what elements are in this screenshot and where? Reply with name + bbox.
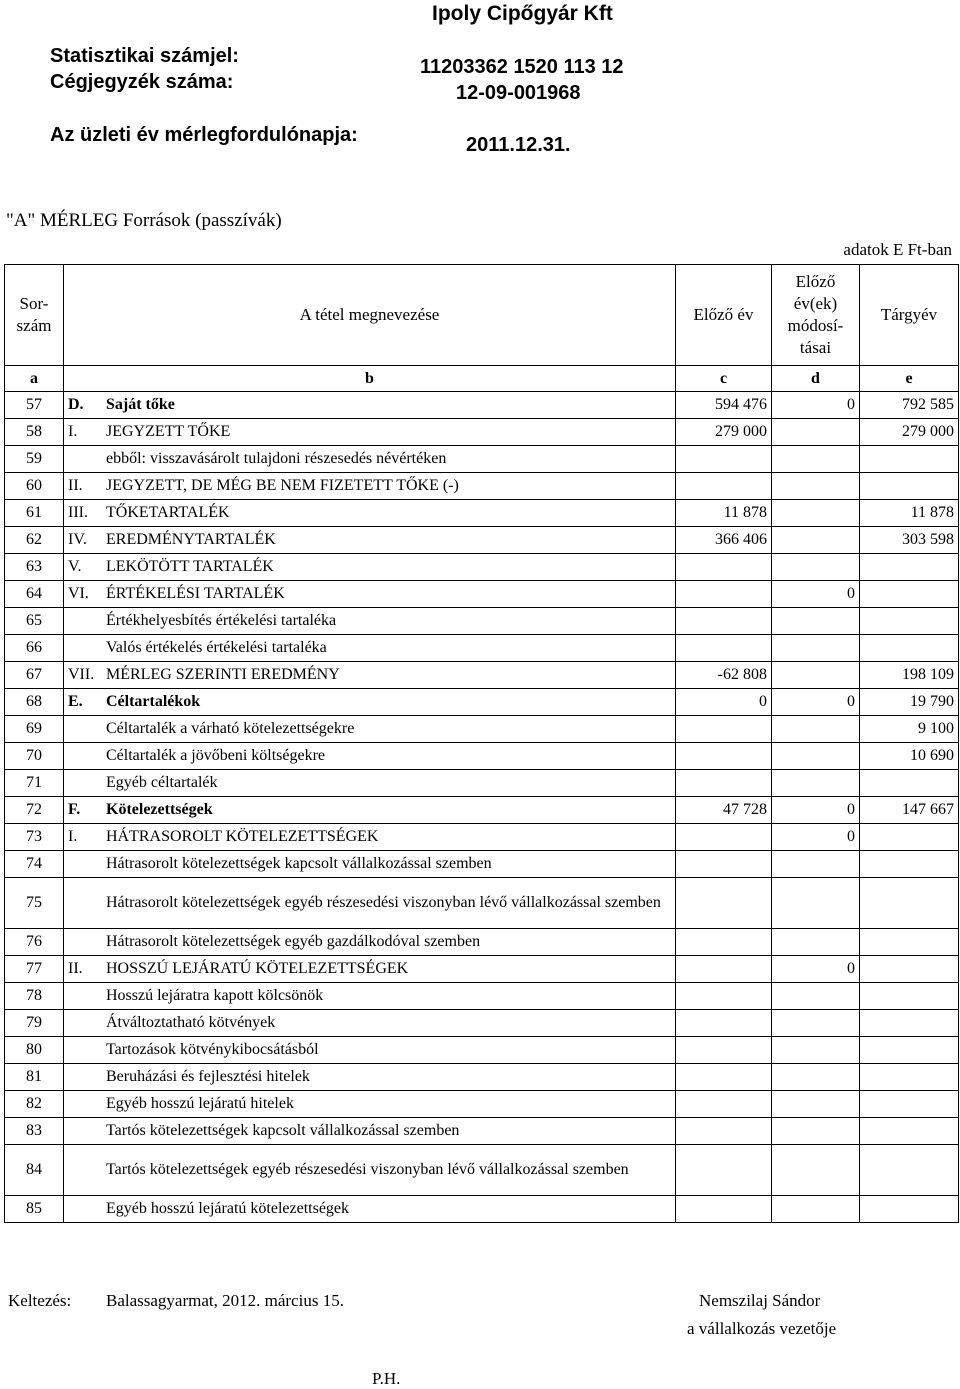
row-number: 70: [5, 743, 64, 770]
col-letter-c: c: [676, 366, 772, 392]
date-label: Keltezés:: [8, 1291, 72, 1310]
row-prev-year-value: [676, 473, 772, 500]
row-modification-value: [772, 635, 860, 662]
row-item-cell: [64, 1145, 676, 1196]
row-item-cell: [64, 743, 676, 770]
row-label: Értékhelyesbítés értékelési tartaléka: [106, 612, 337, 630]
table-row: [5, 1037, 959, 1064]
row-prev-year-value: 47 728: [676, 797, 772, 824]
row-current-year-value: [860, 1010, 959, 1037]
row-item: [68, 1159, 671, 1181]
row-current-year-value: 198 109: [860, 662, 959, 689]
table-row: [5, 1091, 959, 1118]
row-number: 75: [5, 878, 64, 929]
row-current-year-value: [860, 473, 959, 500]
row-number: 82: [5, 1091, 64, 1118]
row-prev-year-value: [676, 608, 772, 635]
row-code: VI.: [68, 585, 89, 603]
row-current-year-value: 19 790: [860, 689, 959, 716]
row-prev-year-value: [676, 824, 772, 851]
row-number: 81: [5, 1064, 64, 1091]
row-label: Egyéb hosszú lejáratú hitelek: [106, 1095, 294, 1113]
row-item: [68, 1066, 671, 1088]
row-item: [68, 394, 671, 416]
row-prev-year-value: 0: [676, 689, 772, 716]
row-prev-year-value: -62 808: [676, 662, 772, 689]
row-item-cell: [64, 581, 676, 608]
col-header-name: A tétel megnevezése: [64, 265, 676, 366]
column-letter-row: [5, 366, 959, 392]
table-row: [5, 392, 959, 419]
company-name: Ipoly Cipőgyár Kft: [432, 2, 613, 25]
row-item: [68, 1039, 671, 1061]
row-item: [68, 853, 671, 875]
row-number: 73: [5, 824, 64, 851]
row-item: [68, 958, 671, 980]
row-number: 85: [5, 1196, 64, 1223]
row-label: JEGYZETT TŐKE: [106, 423, 231, 441]
row-number: 64: [5, 581, 64, 608]
registry-number-label: Cégjegyzék száma:: [50, 71, 234, 93]
row-prev-year-value: [676, 1118, 772, 1145]
table-row: [5, 446, 959, 473]
row-prev-year-value: [676, 1145, 772, 1196]
col-header-prev: Előző év: [676, 265, 772, 366]
row-label: JEGYZETT, DE MÉG BE NEM FIZETETT TŐKE (-): [106, 477, 459, 495]
row-label: Hosszú lejáratra kapott kölcsönök: [106, 987, 324, 1005]
row-item: [68, 691, 671, 713]
row-number: 61: [5, 500, 64, 527]
row-label: Tartós kötelezettségek egyéb részesedési viszonyban lévő vállalkozással szemben: [106, 1161, 629, 1179]
row-number: 57: [5, 392, 64, 419]
stamp-placeholder: P.H.: [372, 1369, 401, 1388]
row-prev-year-value: [676, 929, 772, 956]
row-modification-value: [772, 527, 860, 554]
table-row: [5, 1196, 959, 1223]
row-label: Átváltoztatható kötvények: [106, 1014, 276, 1032]
balance-sheet-table: [4, 264, 959, 1223]
table-row: [5, 662, 959, 689]
row-item-cell: [64, 851, 676, 878]
row-current-year-value: [860, 824, 959, 851]
row-prev-year-value: [676, 770, 772, 797]
row-number: 80: [5, 1037, 64, 1064]
row-item-cell: [64, 554, 676, 581]
row-current-year-value: 147 667: [860, 797, 959, 824]
row-current-year-value: 10 690: [860, 743, 959, 770]
col-header-sor: Sor- szám: [5, 265, 64, 366]
row-item: [68, 448, 671, 470]
row-current-year-value: [860, 956, 959, 983]
row-prev-year-value: [676, 635, 772, 662]
row-code: D.: [68, 396, 84, 414]
row-code: VII.: [68, 666, 95, 684]
row-item-cell: [64, 527, 676, 554]
table-row: [5, 554, 959, 581]
row-label: Kötelezettségek: [106, 801, 213, 819]
row-label: Hátrasorolt kötelezettségek egyéb gazdálkodóval szemben: [106, 933, 481, 951]
row-item-cell: [64, 770, 676, 797]
row-item: [68, 1198, 671, 1220]
row-number: 65: [5, 608, 64, 635]
column-header-row: [5, 265, 959, 366]
table-row: [5, 956, 959, 983]
row-prev-year-value: [676, 743, 772, 770]
row-modification-value: [772, 770, 860, 797]
row-number: 72: [5, 797, 64, 824]
row-number: 66: [5, 635, 64, 662]
row-prev-year-value: [676, 851, 772, 878]
row-item: [68, 772, 671, 794]
row-label: Beruházási és fejlesztési hitelek: [106, 1068, 310, 1086]
row-current-year-value: [860, 1037, 959, 1064]
row-label: Céltartalékok: [106, 693, 201, 711]
row-item-cell: [64, 824, 676, 851]
table-row: [5, 608, 959, 635]
row-item-cell: [64, 689, 676, 716]
row-item: [68, 799, 671, 821]
row-item: [68, 475, 671, 497]
row-item-cell: [64, 1196, 676, 1223]
row-prev-year-value: 11 878: [676, 500, 772, 527]
row-item: [68, 664, 671, 686]
row-item: [68, 637, 671, 659]
row-label: Tartozások kötvénykibocsátásból: [106, 1041, 319, 1059]
table-row: [5, 983, 959, 1010]
row-modification-value: 0: [772, 581, 860, 608]
row-modification-value: 0: [772, 392, 860, 419]
row-item: [68, 745, 671, 767]
row-item: [68, 718, 671, 740]
row-label: Valós értékelés értékelési tartaléka: [106, 639, 327, 657]
row-code: F.: [68, 801, 81, 819]
row-number: 69: [5, 716, 64, 743]
row-code: III.: [68, 504, 88, 522]
table-row: [5, 527, 959, 554]
row-prev-year-value: 279 000: [676, 419, 772, 446]
row-label: MÉRLEG SZERINTI EREDMÉNY: [106, 666, 340, 684]
row-modification-value: [772, 1145, 860, 1196]
row-item: [68, 1120, 671, 1142]
table-row: [5, 473, 959, 500]
table-row: [5, 581, 959, 608]
table-row: [5, 929, 959, 956]
row-modification-value: [772, 1196, 860, 1223]
row-item: [68, 610, 671, 632]
row-item: [68, 985, 671, 1007]
row-prev-year-value: [676, 581, 772, 608]
signer-role: a vállalkozás vezetője: [687, 1319, 837, 1338]
row-modification-value: 0: [772, 956, 860, 983]
row-modification-value: [772, 1037, 860, 1064]
row-current-year-value: [860, 1091, 959, 1118]
row-number: 83: [5, 1118, 64, 1145]
row-code: E.: [68, 693, 83, 711]
row-label: Egyéb hosszú lejáratú kötelezettségek: [106, 1200, 350, 1218]
table-row: [5, 797, 959, 824]
row-code: I.: [68, 828, 78, 846]
row-item-cell: [64, 635, 676, 662]
row-current-year-value: 279 000: [860, 419, 959, 446]
table-row: [5, 1118, 959, 1145]
row-modification-value: [772, 446, 860, 473]
row-current-year-value: [860, 1118, 959, 1145]
row-prev-year-value: [676, 554, 772, 581]
row-modification-value: [772, 1118, 860, 1145]
row-modification-value: [772, 419, 860, 446]
table-row: [5, 1010, 959, 1037]
row-modification-value: [772, 878, 860, 929]
row-prev-year-value: [676, 716, 772, 743]
table-row: [5, 500, 959, 527]
row-current-year-value: [860, 878, 959, 929]
row-modification-value: [772, 851, 860, 878]
table-row: [5, 689, 959, 716]
row-current-year-value: [860, 770, 959, 797]
row-prev-year-value: [676, 983, 772, 1010]
row-modification-value: 0: [772, 824, 860, 851]
row-modification-value: [772, 662, 860, 689]
row-item-cell: [64, 716, 676, 743]
stat-number-label: Statisztikai számjel:: [50, 45, 239, 67]
col-letter-b: b: [64, 366, 676, 392]
row-code: IV.: [68, 531, 87, 549]
row-number: 76: [5, 929, 64, 956]
row-current-year-value: [860, 446, 959, 473]
row-modification-value: [772, 1064, 860, 1091]
stat-number-value: 11203362 1520 113 12: [420, 56, 624, 78]
row-item: [68, 826, 671, 848]
row-label: Hátrasorolt kötelezettségek kapcsolt vállalkozással szemben: [106, 855, 492, 873]
row-modification-value: [772, 716, 860, 743]
table-row: [5, 824, 959, 851]
row-current-year-value: [860, 635, 959, 662]
row-modification-value: 0: [772, 797, 860, 824]
row-item-cell: [64, 500, 676, 527]
row-number: 78: [5, 983, 64, 1010]
row-item-cell: [64, 419, 676, 446]
col-letter-d: d: [772, 366, 860, 392]
row-item-cell: [64, 878, 676, 929]
row-item: [68, 1012, 671, 1034]
row-number: 58: [5, 419, 64, 446]
place-and-date: Balassagyarmat, 2012. március 15.: [106, 1291, 344, 1310]
fiscal-date-label: Az üzleti év mérlegfordulónapja:: [50, 124, 358, 146]
table-row: [5, 419, 959, 446]
row-modification-value: [772, 554, 860, 581]
row-label: EREDMÉNYTARTALÉK: [106, 531, 276, 549]
table-row: [5, 716, 959, 743]
row-item-cell: [64, 392, 676, 419]
row-label: TŐKETARTALÉK: [106, 504, 230, 522]
signer-name: Nemszilaj Sándor: [699, 1291, 821, 1310]
row-code: II.: [68, 960, 83, 978]
row-current-year-value: [860, 929, 959, 956]
table-row: [5, 743, 959, 770]
table-row: [5, 770, 959, 797]
row-item-cell: [64, 662, 676, 689]
row-modification-value: [772, 983, 860, 1010]
row-number: 68: [5, 689, 64, 716]
row-current-year-value: [860, 554, 959, 581]
row-item: [68, 556, 671, 578]
row-item: [68, 502, 671, 524]
table-row: [5, 635, 959, 662]
row-modification-value: [772, 1091, 860, 1118]
row-modification-value: [772, 500, 860, 527]
row-modification-value: [772, 743, 860, 770]
row-modification-value: [772, 1010, 860, 1037]
row-prev-year-value: [676, 1064, 772, 1091]
row-number: 74: [5, 851, 64, 878]
row-prev-year-value: [676, 1037, 772, 1064]
row-current-year-value: [860, 581, 959, 608]
units-note: adatok E Ft-ban: [843, 240, 952, 259]
row-modification-value: [772, 608, 860, 635]
row-prev-year-value: [676, 956, 772, 983]
row-label: HÁTRASOROLT KÖTELEZETTSÉGEK: [106, 828, 379, 846]
col-header-mod: Előző év(ek) módosí- tásai: [772, 265, 860, 366]
row-current-year-value: [860, 608, 959, 635]
row-modification-value: [772, 473, 860, 500]
row-label: HOSSZÚ LEJÁRATÚ KÖTELEZETTSÉGEK: [106, 960, 409, 978]
table-row: [5, 1145, 959, 1196]
row-item-cell: [64, 1064, 676, 1091]
row-current-year-value: [860, 1064, 959, 1091]
row-item-cell: [64, 797, 676, 824]
row-item: [68, 892, 671, 914]
row-current-year-value: [860, 983, 959, 1010]
row-item-cell: [64, 1010, 676, 1037]
table-row: [5, 1064, 959, 1091]
document-title: "A" MÉRLEG Források (passzívák): [6, 210, 282, 231]
row-modification-value: 0: [772, 689, 860, 716]
row-number: 67: [5, 662, 64, 689]
row-prev-year-value: [676, 878, 772, 929]
row-item-cell: [64, 1118, 676, 1145]
row-code: I.: [68, 423, 78, 441]
row-current-year-value: [860, 1196, 959, 1223]
row-code: II.: [68, 477, 83, 495]
row-prev-year-value: 366 406: [676, 527, 772, 554]
row-prev-year-value: 594 476: [676, 392, 772, 419]
row-item-cell: [64, 473, 676, 500]
row-current-year-value: 303 598: [860, 527, 959, 554]
row-modification-value: [772, 929, 860, 956]
row-prev-year-value: [676, 446, 772, 473]
row-label: Egyéb céltartalék: [106, 774, 218, 792]
row-code: V.: [68, 558, 82, 576]
table-row: [5, 851, 959, 878]
row-number: 84: [5, 1145, 64, 1196]
registry-number-value: 12-09-001968: [456, 82, 581, 104]
row-item-cell: [64, 1037, 676, 1064]
row-number: 62: [5, 527, 64, 554]
row-current-year-value: [860, 851, 959, 878]
row-current-year-value: 792 585: [860, 392, 959, 419]
row-number: 79: [5, 1010, 64, 1037]
row-item-cell: [64, 446, 676, 473]
row-prev-year-value: [676, 1196, 772, 1223]
col-letter-a: a: [5, 366, 64, 392]
row-number: 63: [5, 554, 64, 581]
row-number: 77: [5, 956, 64, 983]
row-current-year-value: [860, 1145, 959, 1196]
row-number: 71: [5, 770, 64, 797]
row-current-year-value: 11 878: [860, 500, 959, 527]
row-item-cell: [64, 608, 676, 635]
row-item: [68, 931, 671, 953]
row-label: Tartós kötelezettségek kapcsolt vállalkozással szemben: [106, 1122, 460, 1140]
row-item-cell: [64, 929, 676, 956]
col-header-curr: Tárgyév: [860, 265, 959, 366]
row-label: Saját tőke: [106, 396, 175, 414]
col-letter-e: e: [860, 366, 959, 392]
row-item-cell: [64, 983, 676, 1010]
row-number: 59: [5, 446, 64, 473]
row-label: LEKÖTÖTT TARTALÉK: [106, 558, 274, 576]
row-item: [68, 421, 671, 443]
row-label: ÉRTÉKELÉSI TARTALÉK: [106, 585, 285, 603]
row-item-cell: [64, 956, 676, 983]
table-row: [5, 878, 959, 929]
row-label: Hátrasorolt kötelezettségek egyéb részesedési viszonyban lévő vállalkozással szemben: [106, 894, 661, 912]
row-item: [68, 1093, 671, 1115]
row-label: ebből: visszavásárolt tulajdoni részesedés névértéken: [106, 450, 447, 468]
fiscal-date-value: 2011.12.31.: [466, 134, 571, 156]
row-prev-year-value: [676, 1010, 772, 1037]
row-item: [68, 583, 671, 605]
row-current-year-value: 9 100: [860, 716, 959, 743]
row-prev-year-value: [676, 1091, 772, 1118]
row-label: Céltartalék a várható kötelezettségekre: [106, 720, 355, 738]
row-item: [68, 529, 671, 551]
row-number: 60: [5, 473, 64, 500]
row-item-cell: [64, 1091, 676, 1118]
row-label: Céltartalék a jövőbeni költségekre: [106, 747, 326, 765]
table-body: [5, 392, 959, 1223]
